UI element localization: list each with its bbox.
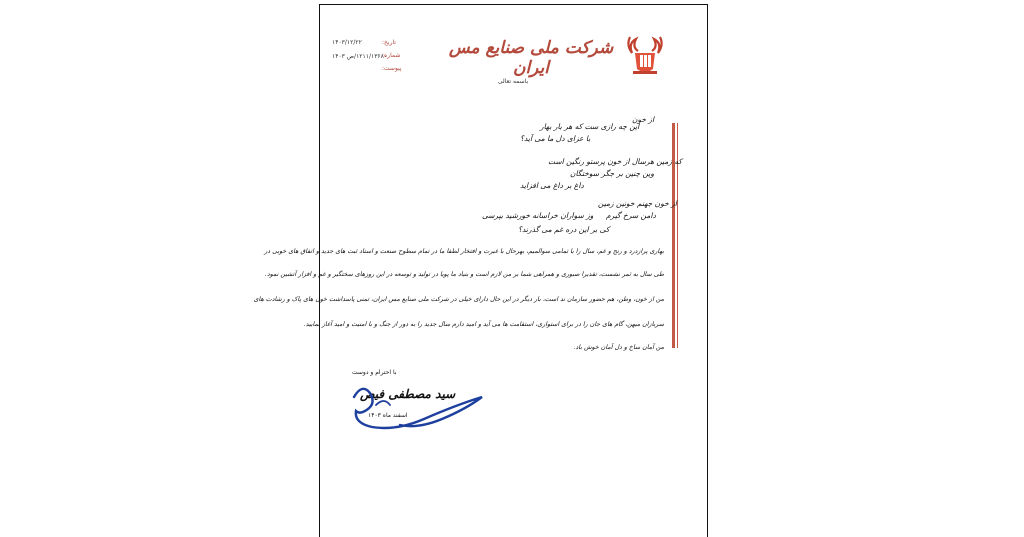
- poem-line: این چه رازی ست که هر بار بهار: [540, 122, 640, 131]
- poem-line: داغ بر داغ می افزاید: [520, 181, 584, 190]
- letter-date: ۱۴۰۳/۱۲/۲۲: [332, 39, 362, 46]
- handwritten-signature: [346, 375, 496, 445]
- body-line: من آمان ساخ و دل آمان خوش باد.: [573, 344, 664, 351]
- motto: باسمه تعالی: [497, 78, 529, 85]
- company-name: شرکت ملی صنایع مس ایران: [448, 38, 614, 78]
- letter-page: [253, 4, 708, 537]
- company-logo: [622, 31, 668, 79]
- date-label: تاریخ:: [382, 39, 396, 46]
- body-line: سربازان میهن، گام های جان را در برای استواری، استقامت ها می آید و امید دارم سال جدید را به دور از جنگ و با امنیت و امید آغاز نمایید.: [303, 321, 664, 328]
- poem-line: از خون: [632, 115, 655, 124]
- body-line: بهاری پرازدرد و رنج و غم، سال را با تمامی سوالمیم، بهرحال با غیرت و افتخار لطفا ما در تمام سطوح صنعت و استاد ثبت های جدید و اتفاق های خوبی در: [264, 248, 664, 255]
- number-label: شماره:: [382, 52, 401, 59]
- poem-line: وز سواران خراسانه خورشید بپرسی: [482, 211, 594, 220]
- letter-number: ۱۲۱۱/۱۳۶۸۰/ص ۱۴۰۳: [332, 53, 388, 60]
- poem-line: وین چنین بر جگر سوختگان: [570, 169, 654, 178]
- poem-line: دامن سرخ گیرم: [606, 211, 656, 220]
- signature-role: با احترام و دوست: [352, 369, 397, 376]
- signature-date: اسفند ماه ۱۴۰۳: [368, 412, 408, 419]
- signature-name: سید مصطفی فیض: [360, 387, 456, 401]
- poem-line: که زمین هرسال از خون پرستو رنگین است: [548, 157, 682, 166]
- body-line: طی سال به ثمر نشست، تقدیرا صبوری و همراهی شما بر من لازم است و بنیاد ما پویا در تولید و توسعه در این روزهای سختگیر و غم و افزار آتشین نمود.: [264, 271, 664, 278]
- poem-line: با عزای دل ما می آید؟: [520, 134, 591, 143]
- attachment-label: پیوست:: [382, 65, 402, 72]
- body-line: من از خون، وطن، هم حضور سازمان ند است، بار دیگر در این حال دارای خیلی در شرکت ملی صنایع مس ایران، تمنی پاسداشت خون های پاک و رشادت های: [253, 296, 664, 303]
- poem-line: از خون جهنم خونین زمین: [598, 199, 677, 208]
- poem-line: کی بر این دره غم می گذرند؟: [518, 225, 610, 234]
